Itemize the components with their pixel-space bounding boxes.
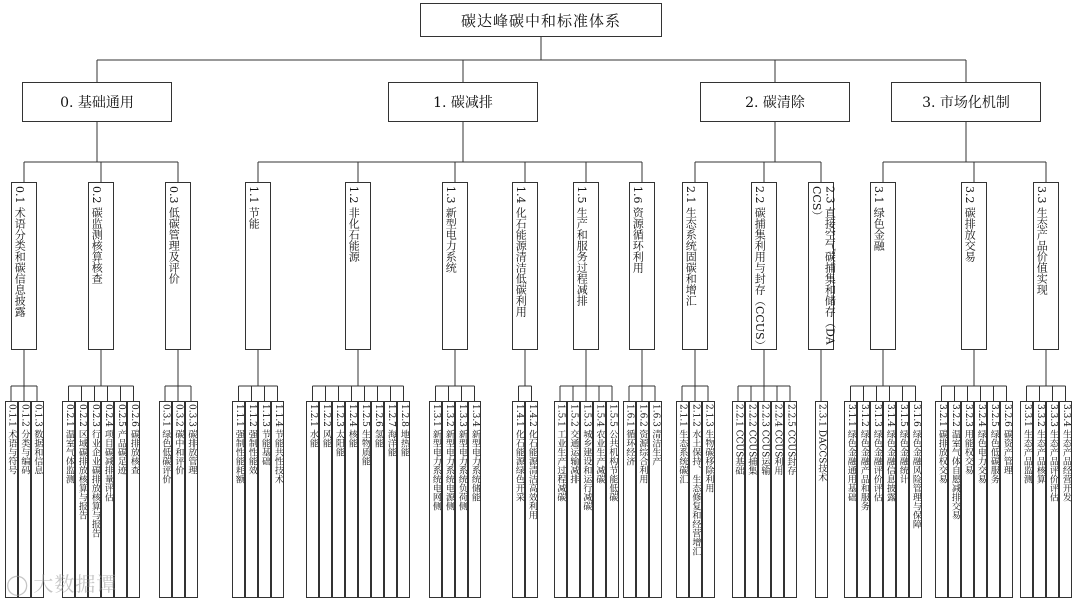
leaf-node-label: 3.2.5 绿色低碳服务 — [988, 404, 999, 484]
leaf-node — [732, 401, 745, 598]
leaf-node-label: 2.2.5 CCUS封存 — [785, 404, 796, 476]
leaf-node-label: 1.2.4 核能 — [346, 404, 357, 448]
subcategory-node-label: 0.1 术语分类和碳信息披露 — [13, 186, 27, 317]
leaf-node-label: 3.1.1 绿色金融通用基础 — [845, 404, 856, 502]
leaf-node-label: 1.1.2 强制性能效 — [246, 404, 257, 475]
leaf-node — [689, 401, 702, 598]
leaf-node — [974, 401, 987, 598]
leaf-node — [358, 401, 371, 598]
leaf-node-label: 0.2.4 项目碳减排量评估 — [102, 404, 113, 502]
leaf-node — [127, 401, 140, 598]
leaf-node-label: 1.6.2 资源综合利用 — [637, 404, 648, 484]
subcategory-node-label: 0.3 低碳管理及评价 — [167, 186, 181, 284]
leaf-node — [185, 401, 198, 598]
leaf-node — [909, 401, 922, 598]
leaf-node — [702, 401, 715, 598]
subcategory-node-label: 2.3 直接空气碳捕集和储存（DACCS） — [810, 186, 837, 345]
subcategory-node-label: 1.5 生产和服务过程减排 — [575, 186, 589, 306]
subcategory-node — [751, 182, 777, 350]
leaf-node-label: 0.3.1 绿色低碳评价 — [160, 404, 171, 484]
subcategory-node-label: 1.6 资源循环利用 — [631, 186, 645, 273]
leaf-node — [896, 401, 909, 598]
leaf-node-label: 3.2.2 温室气体自愿减排交易 — [949, 404, 960, 520]
leaf-node — [371, 401, 384, 598]
subcategory-node — [345, 182, 371, 350]
leaf-node-label: 1.3.4 新型电力系统储能 — [469, 404, 480, 502]
leaf-node — [987, 401, 1000, 598]
leaf-node-label: 1.2.5 生物质能 — [359, 404, 370, 466]
leaf-node-label: 0.2.1 温室气体监测 — [63, 404, 74, 484]
leaf-node — [319, 401, 332, 598]
subcategory-node-label: 1.2 非化石能源 — [347, 186, 361, 262]
subcategory-node-label: 1.1 节能 — [247, 186, 261, 229]
leaf-node — [159, 401, 172, 598]
leaf-node-label: 1.6.3 清洁生产 — [650, 404, 661, 466]
subcategory-node — [245, 182, 271, 350]
leaf-node — [961, 401, 974, 598]
leaf-node-label: 0.1.3 数据和信息 — [32, 404, 43, 475]
leaf-node — [745, 401, 758, 598]
leaf-node — [676, 401, 689, 598]
category-node: 3. 市场化机制 — [891, 82, 1041, 122]
leaf-node-label: 3.1.4 绿色金融信息披露 — [884, 404, 895, 502]
subcategory-node — [88, 182, 114, 350]
leaf-node-label: 3.1.3 绿色金融评价评估 — [871, 404, 882, 502]
leaf-node-label: 2.1.3 生物碳移除利用 — [703, 404, 714, 493]
leaf-node-label: 1.2.6 氢能 — [372, 404, 383, 448]
leaf-node-label: 3.3.4 生态产品经营开发 — [1060, 404, 1071, 502]
category-node: 2. 碳清除 — [700, 82, 850, 122]
leaf-node — [935, 401, 948, 598]
leaf-node — [606, 401, 619, 598]
subcategory-node — [573, 182, 599, 350]
subcategory-node-label: 3.2 碳排放交易 — [963, 186, 977, 262]
leaf-node — [245, 401, 258, 598]
leaf-node-label: 0.3.2 碳中和评价 — [173, 404, 184, 475]
leaf-node — [442, 401, 455, 598]
leaf-node-label: 0.2.5 产品碳足迹 — [115, 404, 126, 475]
leaf-node-label: 3.1.2 绿色金融产品和服务 — [858, 404, 869, 511]
leaf-node-label: 3.3.2 生态产品核算 — [1034, 404, 1045, 484]
leaf-node — [771, 401, 784, 598]
leaf-node-label: 0.1.1 术语与符号 — [6, 404, 17, 475]
subcategory-node — [11, 182, 37, 350]
leaf-node-label: 1.5.4 农业生产减碳 — [594, 404, 605, 484]
leaf-node — [857, 401, 870, 598]
leaf-node-label: 2.2.1 CCUS基础 — [733, 404, 744, 476]
leaf-node — [580, 401, 593, 598]
leaf-node — [1059, 401, 1072, 598]
category-node: 1. 碳减排 — [388, 82, 538, 122]
leaf-node — [512, 401, 525, 598]
leaf-node-label: 2.1.1 生态系统碳汇 — [677, 404, 688, 484]
leaf-node — [784, 401, 797, 598]
leaf-node — [870, 401, 883, 598]
leaf-node-label: 1.3.3 新型电力系统负荷侧 — [456, 404, 467, 511]
leaf-node-label: 2.1.2 水土保持、生态修复和经营增汇 — [690, 404, 701, 556]
leaf-node-label: 1.2.1 水能 — [307, 404, 318, 448]
subcategory-node — [1033, 182, 1059, 350]
leaf-node-label: 1.1.4 节能共性技术 — [272, 404, 283, 484]
category-node: 0. 基础通用 — [22, 82, 172, 122]
leaf-node-label: 1.5.3 城乡建设和运行减碳 — [581, 404, 592, 511]
leaf-node-label: 2.3.1 DACCS技术 — [816, 404, 827, 482]
subcategory-node-label: 3.1 绿色金融 — [872, 186, 886, 251]
leaf-node — [468, 401, 481, 598]
leaf-node-label: 1.3.2 新型电力系统电源侧 — [443, 404, 454, 511]
leaf-node-label: 1.5.2 交通运输减排 — [568, 404, 579, 484]
leaf-node — [232, 401, 245, 598]
leaf-node — [172, 401, 185, 598]
leaf-node — [1033, 401, 1046, 598]
leaf-node — [649, 401, 662, 598]
leaf-node-label: 1.2.7 海洋能 — [385, 404, 396, 457]
leaf-node-label: 3.2.6 碳资产管理 — [1001, 404, 1012, 475]
subcategory-node — [808, 182, 837, 350]
leaf-node — [258, 401, 271, 598]
subcategory-node — [165, 182, 191, 350]
leaf-node — [948, 401, 961, 598]
leaf-node-label: 0.3.3 碳排放管理 — [186, 404, 197, 475]
leaf-node — [844, 401, 857, 598]
leaf-node — [593, 401, 606, 598]
subcategory-node-label: 2.1 生态系统固碳和增汇 — [684, 186, 698, 306]
root-node: 碳达峰碳中和标准体系 — [420, 3, 662, 37]
subcategory-node-label: 1.3 新型电力系统 — [444, 186, 458, 273]
watermark-text: 大数据谭 — [33, 572, 118, 596]
leaf-node — [883, 401, 896, 598]
leaf-node-label: 1.1.3 节能基础 — [259, 404, 270, 466]
leaf-node-label: 0.1.2 分类与编码 — [19, 404, 30, 475]
leaf-node — [623, 401, 636, 598]
leaf-node-label: 3.2.3 用能权交易 — [962, 404, 973, 475]
subcategory-node — [961, 182, 987, 350]
subcategory-node-label: 2.2 碳捕集利用与封存（CCUS） — [753, 186, 767, 351]
subcategory-node — [512, 182, 538, 350]
leaf-node — [455, 401, 468, 598]
leaf-node — [525, 401, 538, 598]
leaf-node — [306, 401, 319, 598]
leaf-node-label: 3.2.4 绿色电力交易 — [975, 404, 986, 484]
leaf-node — [397, 401, 410, 598]
leaf-node — [1046, 401, 1059, 598]
leaf-node — [758, 401, 771, 598]
leaf-node — [332, 401, 345, 598]
leaf-node-label: 1.2.3 太阳能 — [333, 404, 344, 457]
subcategory-node — [629, 182, 655, 350]
subcategory-node-label: 3.3 生态产品价值实现 — [1035, 186, 1049, 295]
leaf-node-label: 3.1.5 绿色金融统计 — [897, 404, 908, 484]
leaf-node-label: 1.2.2 风能 — [320, 404, 331, 448]
leaf-node-label: 0.2.6 碳排放核查 — [128, 404, 139, 475]
leaf-node-label: 2.2.3 CCUS运输 — [759, 404, 770, 476]
leaf-node-label: 1.4.1 化石能源绿色开采 — [513, 404, 524, 502]
leaf-node-label: 1.2.8 地热能 — [398, 404, 409, 457]
leaf-node-label: 1.3.1 新型电力系统电网侧 — [430, 404, 441, 511]
leaf-node — [567, 401, 580, 598]
leaf-node-label: 3.1.6 绿色金融风险管理与保障 — [910, 404, 921, 529]
leaf-node-label: 2.2.4 CCUS利用 — [772, 404, 783, 476]
leaf-node — [1000, 401, 1013, 598]
leaf-node — [429, 401, 442, 598]
leaf-node-label: 3.3.3 生态产品评价评估 — [1047, 404, 1058, 502]
leaf-node-label: 2.2.2 CCUS捕集 — [746, 404, 757, 476]
leaf-node — [815, 401, 828, 598]
subcategory-node-label: 1.4 化石能源清洁低碳利用 — [514, 186, 528, 317]
logo-icon: ◯ — [6, 572, 30, 596]
leaf-node-label: 1.4.2 化石能源清洁高效利用 — [526, 404, 537, 520]
leaf-node-label: 0.2.3 行业企业碳排放核算与报告 — [89, 404, 100, 538]
subcategory-node — [682, 182, 708, 350]
leaf-node-label: 0.2.2 区域碳排放核算与报告 — [76, 404, 87, 520]
leaf-node — [345, 401, 358, 598]
leaf-node — [636, 401, 649, 598]
leaf-node-label: 3.3.1 生态产品监测 — [1021, 404, 1032, 484]
subcategory-node — [442, 182, 468, 350]
leaf-node-label: 3.2.1 碳排放权交易 — [936, 404, 947, 484]
leaf-node-label: 1.5.5 公共机构节能低碳 — [607, 404, 618, 502]
watermark — [6, 568, 117, 597]
subcategory-node-label: 0.2 碳监测核算核查 — [90, 186, 104, 284]
leaf-node — [271, 401, 284, 598]
leaf-node-label: 1.1.1 强制性能耗额 — [233, 404, 244, 484]
leaf-node — [554, 401, 567, 598]
leaf-node — [384, 401, 397, 598]
leaf-node — [1020, 401, 1033, 598]
leaf-node-label: 1.5.1 工业生产过程减碳 — [555, 404, 566, 502]
leaf-node-label: 1.6.1 循环经济 — [624, 404, 635, 466]
subcategory-node — [870, 182, 896, 350]
